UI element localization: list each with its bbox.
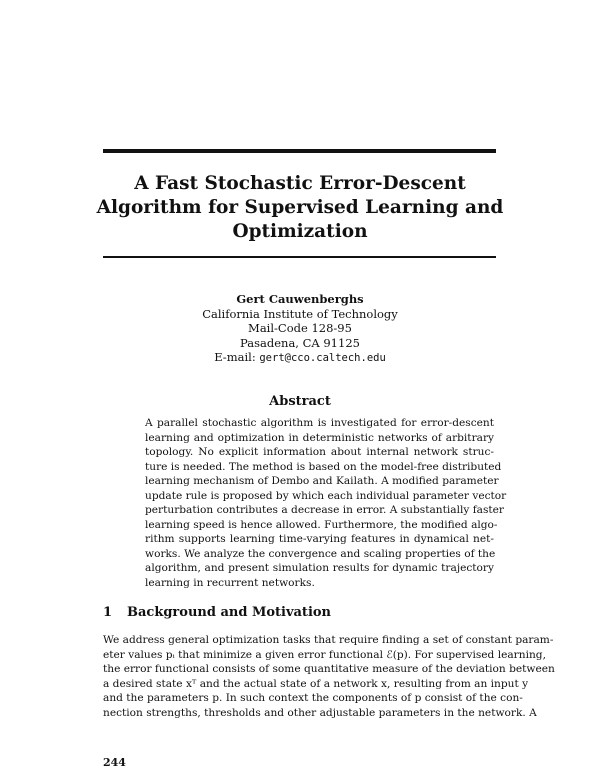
- abstract-line: ture is needed. The method is based on the model-free distributed: [145, 460, 502, 473]
- title-line-3: Optimization: [232, 221, 368, 242]
- abstract-line: update rule is proposed by which each individual parameter vector: [145, 489, 507, 502]
- abstract-line: works. We analyze the convergence and scaling properties of the: [145, 547, 496, 560]
- title-line-2: Algorithm for Supervised Learning and: [96, 197, 504, 218]
- abstract-heading: Abstract: [269, 394, 331, 409]
- author-affiliation: California Institute of Technology: [202, 306, 398, 321]
- abstract-line: learning speed is hence allowed. Furthermore, the modified algo-: [145, 518, 498, 531]
- title-line-1: A Fast Stochastic Error-Descent: [134, 173, 466, 194]
- body-line: the error functional consists of some quantitative measure of the deviation between: [103, 663, 555, 676]
- body-line: eter values pᵢ that minimize a given error functional ℰ(p). For supervised learning,: [103, 648, 546, 661]
- section-heading: [103, 605, 331, 620]
- author-name: Gert Cauwenberghs: [236, 292, 364, 306]
- section-number: 1: [103, 605, 113, 620]
- author-block: [150, 292, 450, 366]
- author-email: gert@cco.caltech.edu: [259, 352, 386, 365]
- abstract-line: A parallel stochastic algorithm is investigated for error-descent: [145, 417, 494, 429]
- abstract-line: learning and optimization in deterministic networks of arbitrary: [145, 431, 494, 444]
- abstract-line: perturbation contributes a decrease in error. A substantially faster: [145, 504, 504, 517]
- title-bottom-rule: [103, 256, 496, 258]
- abstract-line: topology. No explicit information about internal network struc-: [145, 446, 494, 459]
- abstract-line: algorithm, and present simulation results for dynamic trajectory: [145, 562, 494, 575]
- title-top-rule: [103, 149, 496, 153]
- email-label: E-mail:: [214, 350, 256, 365]
- section-body: [103, 633, 555, 720]
- abstract-line: learning mechanism of Dembo and Kailath. A modified parameter: [145, 475, 499, 488]
- abstract-line: learning in recurrent networks.: [145, 577, 315, 590]
- abstract-body: [145, 416, 507, 591]
- abstract-line: rithm supports learning time-varying features in dynamical net-: [145, 533, 494, 546]
- paper-title: [90, 172, 510, 244]
- body-line: a desired state xᵀ and the actual state of a network x, resulting from an input y: [103, 677, 529, 690]
- body-line: We address general optimization tasks that require finding a set of constant param-: [103, 634, 554, 646]
- body-line: and the parameters p. In such context the components of p consist of the con-: [103, 692, 523, 705]
- page-number: 244: [103, 756, 126, 769]
- author-city: Pasadena, CA 91125: [240, 335, 360, 350]
- author-email-line: [150, 350, 450, 366]
- author-mail-code: Mail-Code 128-95: [248, 321, 352, 336]
- section-title: Background and Motivation: [127, 605, 332, 620]
- body-line: nection strengths, thresholds and other adjustable parameters in the network. A: [103, 706, 537, 719]
